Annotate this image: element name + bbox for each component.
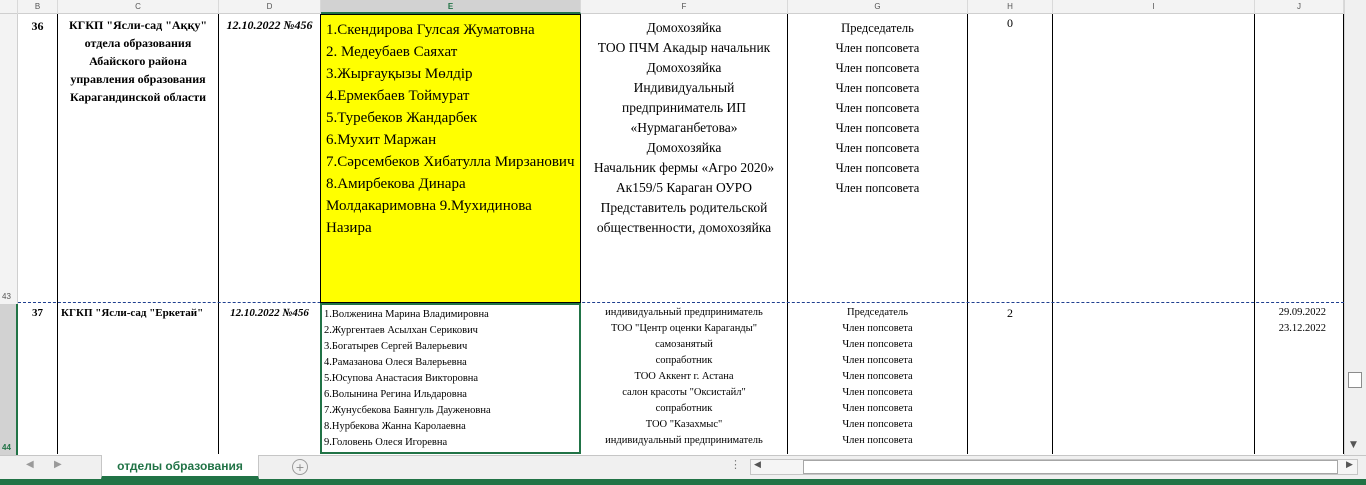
triangle-right-icon[interactable]: ▶	[54, 459, 62, 470]
member-item: 3.Жырғауқызы Мөлдір	[326, 66, 473, 82]
workplace-item: сопработник	[655, 403, 713, 414]
role-item: Член попсовета	[835, 101, 920, 115]
scroll-right-arrow-icon[interactable]: ▶	[1346, 460, 1353, 470]
role-item: Член попсовета	[842, 419, 913, 430]
horizontal-scroll-thumb[interactable]	[803, 460, 1338, 474]
members-list	[321, 15, 580, 239]
active-cell-members[interactable]	[320, 303, 581, 454]
member-item: 6.Мухит Маржан	[326, 132, 437, 148]
member-item: 6.Волынина Регина Ильдаровна	[324, 389, 467, 400]
member-item: 4.Ермекбаев Тоймурат	[326, 88, 470, 104]
cell-workplaces[interactable]	[582, 305, 786, 449]
member-item: 7.Сәрсембеков Хибатулла Мирзанович 8.Амирбекова Динара Молдакаримовна 9.Мухидинова Назира	[326, 154, 575, 236]
cell-roles[interactable]	[790, 18, 965, 198]
grid-line	[967, 14, 968, 454]
row-number: 43	[2, 292, 11, 301]
scroll-down-arrow-icon[interactable]: ▼	[1350, 440, 1357, 450]
column-header-b[interactable]: B	[18, 0, 58, 14]
grid-line	[1254, 14, 1255, 454]
cell-organization[interactable]: КГКП "Ясли-сад "Еркетай"	[61, 307, 204, 319]
role-item: Член попсовета	[842, 435, 913, 446]
role-item: Член попсовета	[842, 339, 913, 350]
member-item: 2.Жургентаев Асылхан Серикович	[324, 325, 478, 336]
member-item: 3.Богатырев Сергей Валерьевич	[324, 341, 468, 352]
cell-roles[interactable]	[790, 305, 965, 449]
row-header-44[interactable]	[0, 304, 18, 455]
row-number: 44	[2, 443, 11, 452]
date-item: 23.12.2022	[1278, 323, 1326, 334]
column-header-i[interactable]: I	[1053, 0, 1255, 14]
row-header-43[interactable]	[0, 14, 18, 304]
status-bar	[0, 479, 1366, 485]
member-item: 5.Туребеков Жандарбек	[326, 110, 478, 126]
grid-line	[1052, 14, 1053, 454]
workplace-item: сопработник	[655, 355, 713, 366]
member-item: 1.Волженина Марина Владимировна	[324, 309, 489, 320]
cell-row-number[interactable]: 36	[31, 19, 44, 33]
workplace-item: ТОО ПЧМ Акадыр начальник	[597, 40, 771, 55]
grid-line	[218, 14, 219, 454]
role-item: Председатель	[841, 21, 914, 35]
grid-line	[787, 14, 788, 454]
workplace-item: Домохозяйка	[646, 20, 722, 35]
member-item: 2. Медеубаев Саяхат	[326, 44, 458, 60]
select-all-corner[interactable]	[0, 0, 18, 14]
cell-dates[interactable]	[1256, 305, 1342, 337]
role-item: Член попсовета	[842, 323, 913, 334]
workplace-item: салон красоты "Оксистайл"	[622, 387, 746, 398]
column-header-g[interactable]: G	[788, 0, 968, 14]
member-item: 5.Юсупова Анастасия Викторовна	[324, 373, 479, 384]
workplace-item: индивидуальный предприниматель	[605, 307, 763, 318]
workplace-item: индивидуальный предприниматель	[605, 435, 763, 446]
plus-circle-icon[interactable]: +	[292, 459, 308, 475]
role-item: Член попсовета	[835, 81, 920, 95]
column-header-h[interactable]: H	[968, 0, 1053, 14]
date-item: 29.09.2022	[1278, 307, 1326, 318]
member-item: 8.Нурбекова Жанна Каролаевна	[324, 421, 466, 432]
cell-members-highlighted[interactable]	[320, 14, 581, 303]
member-item: 1.Скендирова Гулсая Жуматовна	[326, 22, 535, 38]
workplace-item: самозанятый	[655, 339, 713, 350]
workplace-item: Домохозяйка	[646, 60, 722, 75]
vertical-scroll-thumb[interactable]	[1348, 372, 1362, 388]
role-item: Член попсовета	[842, 403, 913, 414]
role-item: Член попсовета	[835, 41, 920, 55]
workplace-item: ТОО Аккент г. Астана	[634, 371, 734, 382]
cell-order-date[interactable]: 12.10.2022 №456	[230, 307, 309, 319]
member-item: 4.Рамазанова Олеся Валерьевна	[324, 357, 467, 368]
role-item: Член попсовета	[835, 61, 920, 75]
column-header-d[interactable]: D	[219, 0, 321, 14]
role-item: Член попсовета	[835, 161, 920, 175]
page-break-line	[18, 302, 1344, 303]
triangle-left-icon[interactable]: ◀	[26, 459, 34, 470]
scroll-left-arrow-icon[interactable]: ◀	[754, 460, 761, 470]
workplace-item: ТОО "Казахмыс"	[645, 419, 723, 430]
column-header-j[interactable]: J	[1255, 0, 1344, 14]
column-header-bar	[0, 0, 1344, 14]
workplace-item: Начальник фермы «Агро 2020» Ак159/5 Караган ОУРО	[593, 160, 775, 195]
cell-count[interactable]: 0	[1007, 16, 1013, 30]
column-header-c[interactable]: C	[58, 0, 219, 14]
cell-row-number[interactable]: 37	[32, 307, 43, 319]
cell-order-date[interactable]: 12.10.2022 №456	[226, 18, 313, 32]
role-item: Председатель	[846, 307, 909, 318]
cell-organization[interactable]: КГКП "Ясли-сад "Аққу" отдела образования Абайского района управления образования Карагандинской области	[68, 18, 208, 104]
column-header-e[interactable]: E	[321, 0, 581, 14]
members-list	[322, 305, 579, 451]
workplace-item: Индивидуальный предприниматель ИП «Нурмаганбетова»	[621, 80, 747, 135]
sheet-tab-active[interactable]: отделы образования	[101, 455, 259, 479]
member-item: 9.Головень Олеся Игоревна	[324, 437, 448, 448]
role-item: Член попсовета	[842, 387, 913, 398]
splitter-handle-icon[interactable]: ⋮	[730, 458, 741, 471]
cell-workplaces[interactable]	[583, 18, 785, 238]
workplace-item: Представитель родительской общественности, домохозяйка	[596, 200, 772, 235]
role-item: Член попсовета	[835, 141, 920, 155]
role-item: Член попсовета	[835, 181, 920, 195]
role-item: Член попсовета	[842, 355, 913, 366]
workplace-item: ТОО "Центр оценки Караганды"	[610, 323, 757, 334]
column-header-f[interactable]: F	[581, 0, 788, 14]
workplace-item: Домохозяйка	[646, 140, 722, 155]
cell-count[interactable]: 2	[1007, 306, 1013, 320]
role-item: Член попсовета	[842, 371, 913, 382]
grid-line	[57, 14, 58, 454]
member-item: 7.Жунусбекова Баянгуль Дауженовна	[324, 405, 491, 416]
role-item: Член попсовета	[835, 121, 920, 135]
